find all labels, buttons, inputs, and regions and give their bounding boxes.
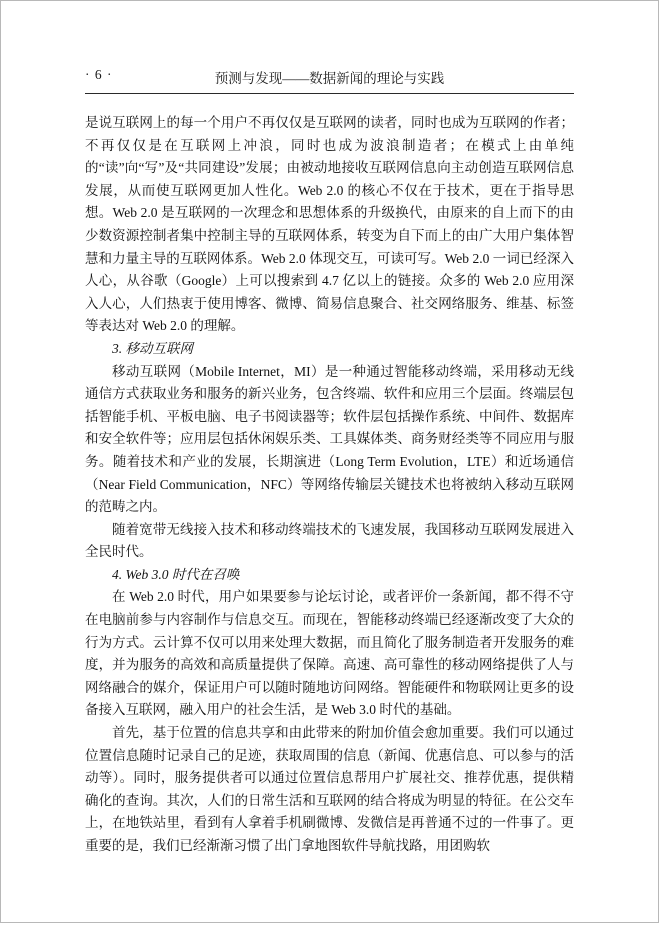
- page-number: · 6 ·: [85, 67, 113, 82]
- section-heading-mobile-internet: 3. 移动互联网: [112, 340, 193, 356]
- paragraph: 移动互联网（Mobile Internet，MI）是一种通过智能移动终端，采用移动无线通信方式获取业务和服务的新兴业务，包含终端、软件和应用三个层面。终端层包括智能手机、平板电脑、电子书阅读器等；软件层包括操作系统、中间件、数据库和安全软件等；应用层包括休闲娱乐类、工具媒体类、商务财经类等不同应用与服务。随着技术和产业的发展，长期演进（Long Term Evolution，LTE）和近场通信（Near Field Communication，NFC）等网络传输层关键技术也将被纳入移动互联网的范畴之内。: [85, 363, 574, 515]
- paragraph: 首先，基于位置的信息共享和由此带来的附加价值会愈加重要。我们可以通过位置信息随时记录自己的足迹，获取周围的信息（新闻、优惠信息、可以参与的活动等）。同时，服务提供者可以通过位置信息帮用户扩展社交、推荐优惠，提供精确化的查询。其次，人们的日常生活和互联网的结合将成为明显的特征。在公交车上，在地铁站里，看到有人拿着手机刷微博、发微信是再普通不过的一件事了。更重要的是，我们已经渐渐习惯了出门拿地图软件导航找路，用团购软: [85, 725, 574, 853]
- running-header: [85, 67, 574, 94]
- paragraph: 在 Web 2.0 时代，用户如果要参与论坛讨论，或者评价一条新闻，都不得不守在电脑前参与内容制作与信息交互。而现在，智能移动终端已经逐渐改变了大众的行为方式。云计算不仅可以用来处理大数据，而且简化了服务制造者开发服务的难度，并为服务的高效和高质量提供了保障。高速、高可靠性的移动网络提供了人与网络融合的媒介，保证用户可以随时随地访问网络。智能硬件和物联网让更多的设备接入互联网，融入用户的社会生活，是 Web 3.0 时代的基础。: [85, 589, 574, 718]
- paragraph-continuation: 是说互联网上的每一个用户不再仅仅是互联网的读者，同时也成为互联网的作者；不再仅仅是在互联网上冲浪，同时也成为波浪制造者；在模式上由单纯的“读”向“写”及“共同建设”发展；由被动地接收互联网信息向主动创造互联网信息发展，从而使互联网更加人性化。Web 2.0 的核心不仅在于技术，更在于指导思想。Web 2.0 是互联网的一次理念和思想体系的升级换代，由原来的自上而下的由少数资源控制者集中控制主导的互联网体系，转变为自下而上的由广大用户集体智慧和力量主导的互联网体系。Web 2.0 体现交互，可读可写。Web 2.0 一词已经深入人心，从谷歌（Google）上可以搜索到 4.7 亿以上的链接。众多的 Web 2.0 应用深入人心，人们热衷于使用博客、微博、简易信息聚合、社交网络服务、维基、标签等表达对 Web 2.0 的理解。: [85, 115, 574, 334]
- page-content: [85, 112, 574, 858]
- running-title: 预测与发现——数据新闻的理论与实践: [214, 71, 445, 86]
- paragraph: 随着宽带无线接入技术和移动终端技术的飞速发展，我国移动互联网发展进入全民时代。: [85, 521, 574, 560]
- section-heading-web3: 4. Web 3.0 时代在召唤: [112, 566, 240, 582]
- page-body: [85, 67, 574, 858]
